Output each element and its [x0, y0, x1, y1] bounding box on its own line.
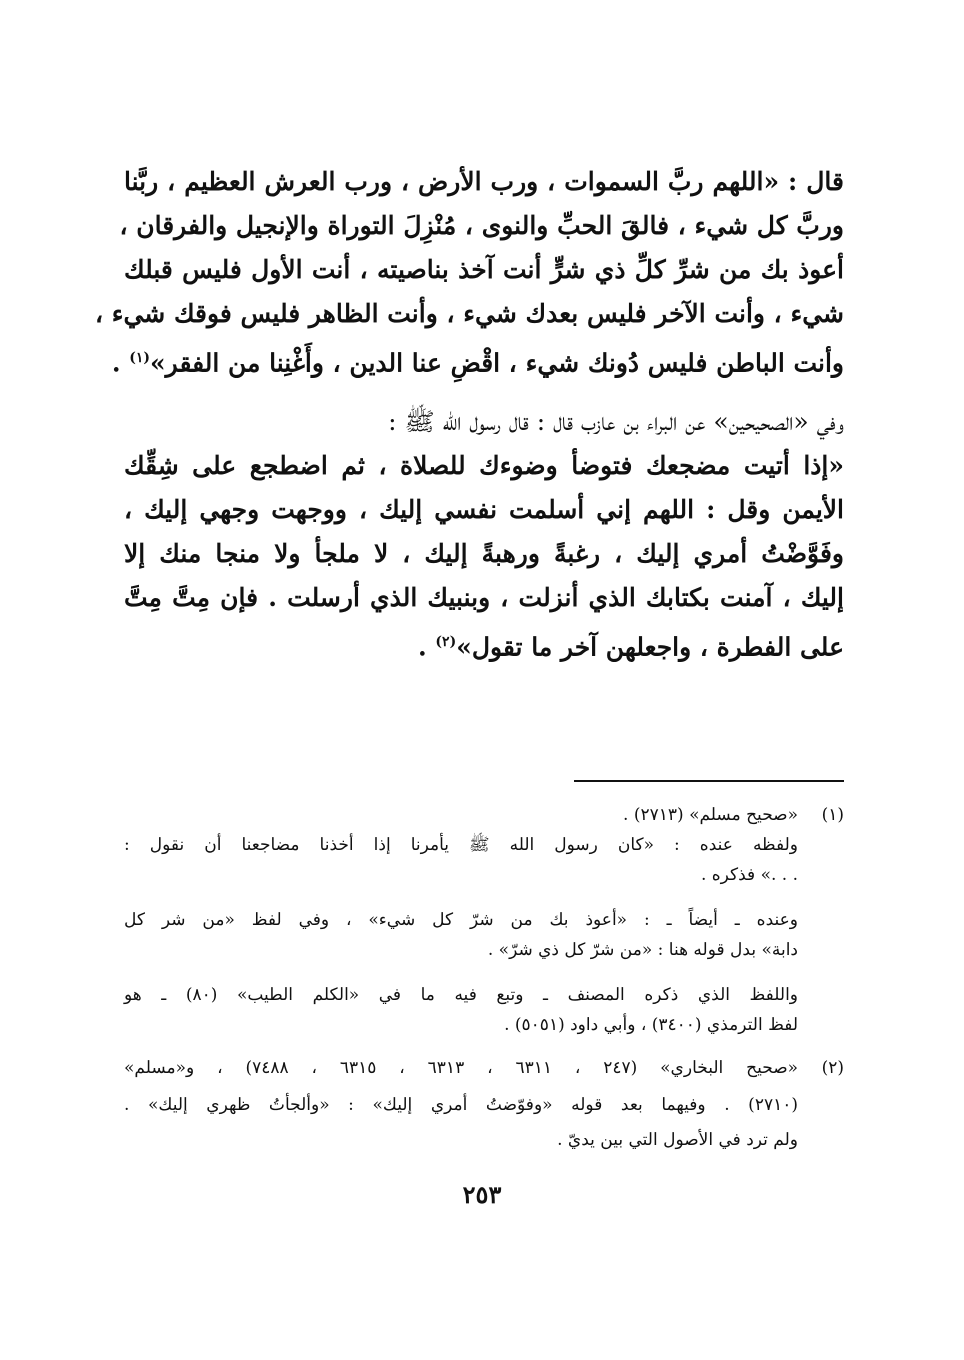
page-number: ٢٥٣ [462, 1180, 502, 1209]
footnote-1-line-3: . . .» فذكره . [700, 865, 798, 885]
paragraph1-end-mark: . [111, 348, 121, 378]
footnote-ref-1[interactable]: (١) [129, 350, 151, 366]
footnote-1-line-5: دابة» بدل قوله هنا : «من شرّ كل ذي شرّ» . [487, 940, 798, 960]
footnote-1-number: (١) [821, 805, 844, 825]
paragraph1-line-3: أعوذ بك من شرِّ كلِّ ذي شرٍّ أنت آخذ بناصيته ، أنت الأول فليس قبلك [124, 255, 844, 284]
footnote-1-line-2: ولفظه عنده : «كان رسول الله ﷺ يأمرنا إذا أخذنا مضاجعنا أن نقول : [124, 835, 798, 855]
footnote-divider [574, 780, 844, 782]
paragraph1-line-4: شيء ، وأنت الآخر فليس بعدك شيء ، وأنت الظاهر فليس فوقك شيء ، [94, 299, 844, 328]
footnote-2-line-3: ولم ترد في الأصول التي بين يديّ . [557, 1130, 798, 1150]
paragraph2-line-1: «إذا أتيت مضجعك فتوضأ وضوءك للصلاة ، ثم اضطجع على شِقِّك [124, 451, 844, 480]
footnote-1-line-4: وعنده ـ أيضاً ـ : «أعوذ بك من شرّ كل شيء» ، وفي لفظ «من شر كل [124, 910, 798, 930]
paragraph1-line-2: وربَّ كل شيء ، فالقَ الحبِّ والنوى ، مُنْزِلَ التوراة والإنجيل والفرقان ، [119, 211, 844, 240]
paragraph1-line-5 [111, 336, 844, 380]
footnote-2-line-2: (٢٧١٠) . وفيهما بعد قوله «وفوّضتُ أمري إليك» : «وألجأتُ ظهري إليك» . [124, 1095, 798, 1115]
paragraph2-line-3: وفَوَّضْتُ أمري إليك ، رغبةً ورهبةً إليك ، لا ملجأ ولا منجا منك إلا [124, 539, 844, 568]
paragraph2-line-5-text: على الفطرة ، واجعلهن آخر ما تقول» [456, 632, 844, 662]
paragraph1-line-5-text: وأنت الباطن فليس دُونك شيء ، اقْضِ عنا الدين ، وأَغْنِنا من الفقر» [150, 348, 844, 378]
paragraph2-line-5 [124, 620, 844, 664]
footnote-2-number: (٢) [821, 1058, 844, 1078]
footnote-2-line-1: «صحيح البخاري» (٢٤٧ ، ٦٣١١ ، ٦٣١٣ ، ٦٣١٥ ، ٧٤٨٨) ، و«مسلم» [124, 1058, 799, 1078]
footnote-ref-2[interactable]: (٢) [435, 634, 457, 650]
paragraph2-end-mark: . [417, 632, 427, 662]
paragraph1-line-1: قال : «اللهم ربَّ السموات ، ورب الأرض ، ورب العرش العظيم ، ربَّنا [124, 167, 844, 196]
paragraph2-intro: وفي «الصحيحين» عن البراء بن عازب قال : قال رسول الله ﷺ : [388, 407, 844, 436]
footnote-1-line-7: لفظ الترمذي (٣٤٠٠) ، وأبي داود (٥٠٥١) . [504, 1015, 798, 1035]
paragraph2-line-4: إليك ، آمنت بكتابك الذي أنزلت ، وبنبيك الذي أرسلت . فإن مِتَّ مِتَّ [124, 583, 844, 612]
footnote-1-line-6: واللفظ الذي ذكره المصنف ـ وتبع فيه ما في «الكلم الطيب» (٨٠) ـ هو [124, 985, 799, 1005]
paragraph2-line-2: الأيمن وقل : اللهم إني أسلمت نفسي إليك ، ووجهت وجهي إليك ، [124, 495, 844, 524]
footnote-1-line-1: «صحيح مسلم» (٢٧١٣) . [623, 805, 798, 825]
